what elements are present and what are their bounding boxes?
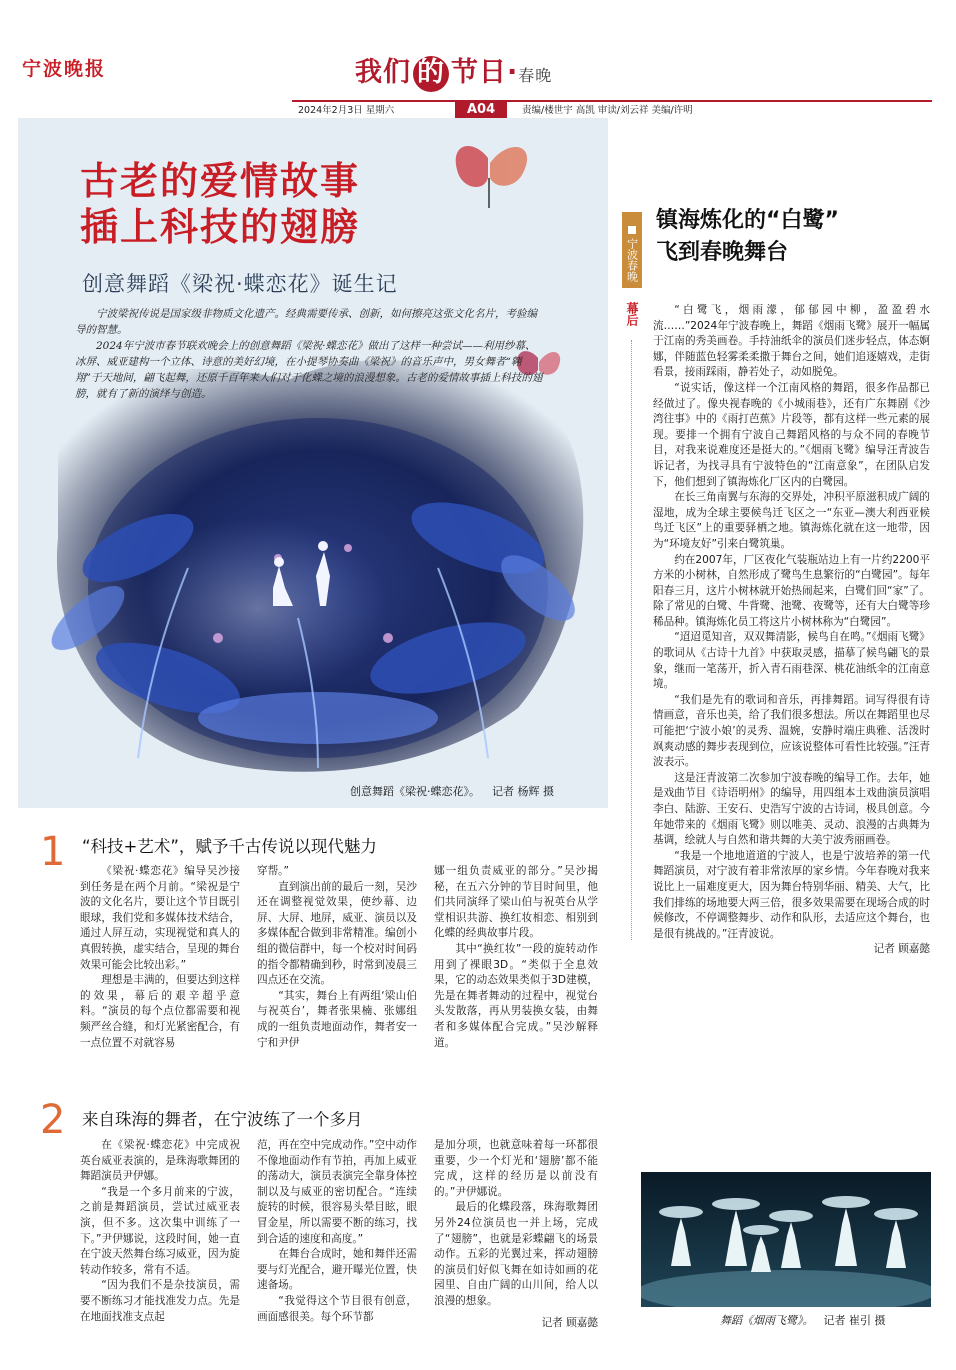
paragraph: 约在2007年，厂区夜化气装瓶站边上有一片约2200平方米的小树林，自然形成了鹭鸟生息繁衍的“白鹭园”。每年阳春三月，这片小树林就开始热闹起来，白鹭们回“家”了。除了常见的白鹭、牛背鹭、池鹭、夜鹭等，还有大白鹭等珍稀品种。镇海炼化员工将这片小树林称为“白鹭园”。 [653,553,930,628]
paragraph: “其实，舞台上有两组‘梁山伯与祝英台’，舞者张果楠、张娜组成的一组负责地面动作，舞者安一宁和尹伊 [257,989,417,1049]
article-tag-sub-label: 幕后 [625,302,639,326]
paragraph: “因为我们不是杂技演员，需要不断练习才能找准发力点。先是在地面找准支点起 [80,1279,240,1323]
paragraph: “我是一个地地道道的宁波人，也是宁波培养的第一代舞蹈演员，对宁波有着非常浓厚的家乡情。今年春晚对我来说比上一届难度更大，因为舞台特别华丽、精美、大气，比我们排练的场地要大两三倍，很多效果需要在现场合成的时候修改，不停调整舞步、动作和队形，去适应这个舞台，也是很有挑战的。”汪青波说。 [653,849,930,940]
paragraph: 娜一组负责威亚的部分。”吴沙揭秘，在五六分钟的节目时间里，他们共同演绎了梁山伯与祝英台从学堂相识共游、换红妆相恋、相别到化蝶的经典故事片段。 [434,865,598,940]
article-tag-label: 宁波春晚 [625,238,639,282]
section-2-byline: 记者 顾嘉懿 [541,1316,598,1329]
section-title-de: 的 [413,56,449,92]
photo-caption [720,1312,886,1328]
feature-subhead: 创意舞蹈《梁祝·蝶恋花》诞生记 [82,272,398,296]
paragraph: 在舞台合成时，她和舞伴还需要与灯光配合，避开曝光位置，快速备场。 [257,1248,417,1292]
paragraph: “我觉得这个节目很有创意，画面感很美。每个环节都 [257,1294,417,1323]
section-2-column-1 [80,1138,240,1325]
article-2-byline: 记者 顾嘉懿 [873,943,930,956]
section-2-number: 2 [40,1097,66,1143]
section-title [355,50,552,92]
section-title-dot: · [507,57,519,88]
headline-line-1: 古老的爱情故事 [80,159,361,203]
paragraph: “说实话，像这样一个江南风格的舞蹈，很多作品都已经做过了。像央视春晚的《小城雨巷》，还有广东舞剧《沙湾往事》中的《雨打芭蕉》片段等，都有这样一些元素的展现。要排一个拥有宁波自己舞蹈风格的与众不同的春晚节目，对我来说难度还是挺大的。”《烟雨飞鹭》编导汪青波告诉记者，为找寻具有宁波特色的“江南意象”，在团队启发下，他们想到了镇海炼化厂区内的白鹭园。 [653,381,930,488]
feature-intro [75,306,543,402]
paragraph: 直到演出前的最后一刻，吴沙还在调整视觉效果，使纱幕、边屏、大屏、地屏，威亚、演员以及多媒体配合做到非常精准。编创小组的微信群中，每一个校对时间码的指令都精确到秒，时常到凌晨三四点还在交流。 [257,880,417,987]
dance-photo [641,1172,931,1307]
paragraph: 《梁祝·蝶恋花》编导吴沙接到任务是在两个月前。“梁祝是宁波的文化名片，要让这个节目既引眼球，我们党和多媒体技术结合，通过人屏互动，实现视觉和真人的真假转换，虚实结合，呈现的舞台效果可能会比较出彩。” [80,865,240,971]
paragraph: “迢迢觅知音，双双舞清影，候鸟自在鸣。”《烟雨飞鹭》的歌词从《古诗十九首》中获取灵感，描摹了候鸟翩飞的景象，继而一笔荡开，折入青石雨巷深、桃花油纸伞的江南意境。 [653,631,930,691]
section-title-pre: 我们 [355,57,411,88]
paragraph: 穿帮。” [257,865,289,877]
section-1-number: 1 [40,829,66,875]
page-number: A04 [455,101,507,119]
article-2-title-line-1: 镇海炼化的“白鹭” [656,208,839,233]
section-1-title: “科技+艺术”，赋予千古传说以现代魅力 [82,837,377,856]
feature-headline [80,158,360,250]
section-1-column-1 [80,864,240,1051]
paragraph: 这是汪青波第二次参加宁波春晚的编导工作。去年，她是戏曲节目《诗语明州》的编导，用四组本土戏曲演员演唱李白、陆游、王安石、史浩写宁波的古诗词，极具创意。今年她带来的《烟雨飞鹭》则以唯美、灵动、浪漫的古典舞为基调，绘就人与自然和谐共舞的大美宁波秀丽画卷。 [653,771,930,847]
tag-square-icon [628,226,636,234]
paragraph: 是加分项，也就意味着每一环都很重要，少一个灯光和‘翅膀’都不能完成，这样的经历是以前没有的。”尹伊娜说。 [434,1139,598,1198]
section-2-column-3 [434,1138,598,1331]
section-2-column-2 [257,1138,417,1325]
paragraph: 理想是丰满的，但要达到这样的效果，幕后的艰辛超乎意料。“演员的每个点位都需要和视频严丝合缝，和灯光紧密配合，有一点位置不对就容易 [80,974,240,1049]
article-2-body [653,303,930,958]
article-2-title [656,205,839,269]
feature-caption-text: 创意舞蹈《梁祝·蝶恋花》。 [350,785,480,798]
article-2-title-line-2: 飞到春晚舞台 [656,240,789,265]
paragraph: 其中“换红妆”一段的旋转动作用到了裸眼3D。“类似于全息效果，它的动态效果类似于3D建模，先是在舞者舞动的过程中，视觉台头发散落，再从男装换女装，由舞者和多媒体配合完成。”吴沙解释道。 [434,942,598,1049]
photo-caption-credit: 记者 崔引 摄 [823,1314,886,1327]
column-divider [631,340,632,940]
paragraph: 最后的化蝶段落，珠海歌舞团另外24位演员也一并上场，完成了“翅膀”，也就是彩蝶翩飞的场景动作。五彩的光翼过来，挥动翅膀的演员们好似飞舞在如诗如画的花园里、自由广阔的山川间，给人以浪漫的想象。 [434,1201,598,1307]
photo-caption-text: 舞蹈《烟雨飞鹭》。 [720,1314,814,1327]
paragraph: 范，再在空中完成动作。”空中动作不像地面动作有节拍，再加上威亚的荡动大，演员表演完全靠身体控制以及与威亚的密切配合。“连续旋转的时候，很容易头晕目眩，眼冒金星，所以需要不断的练习，找到合适的速度和高度。” [257,1139,417,1245]
feature-caption-credit: 记者 杨辉 摄 [492,785,554,798]
section-2-title: 来自珠海的舞者，在宁波练了一个多月 [82,1110,363,1129]
section-1-column-2 [257,864,417,1051]
paragraph: 在《梁祝·蝶恋花》中完成祝英台威亚表演的，是珠海歌舞团的舞蹈演员尹伊娜。 [80,1139,240,1183]
editor-credits: 责编/楼世宇 高凯 审读/刘云祥 美编/许明 [522,105,693,116]
issue-date: 2024年2月3日 星期六 [298,105,395,116]
section-title-sub: 春晚 [518,66,553,85]
newspaper-logo: 宁波晚报 [22,58,107,80]
paragraph: “我是一个多月前来的宁波，之前是舞蹈演员，尝试过威亚表演，但不多。这次集中训练了一下。”尹伊娜说，这段时间，她一直在宁波天然舞台练习威亚，因为旋转动作较多，常有不适。 [80,1185,240,1276]
paragraph: “我们是先有的歌词和音乐，再排舞蹈。词写得很有诗情画意，音乐也美，给了我们很多想法。所以在舞蹈里也尽可能把‘宁波小娘’的灵秀、温婉，安静时端庄典雅、活泼时飒爽动感的舞步表现到位，应该说整体可看性比较强。”汪青波表示。 [653,693,930,769]
headline-line-2: 插上科技的翅膀 [80,205,361,249]
article-tag [622,212,642,288]
intro-paragraph: 宁波梁祝传说是国家级非物质文化遗产。经典需要传承、创新，如何擦亮这张文化名片，考验编导的智慧。 [75,308,537,336]
article-tag-sub [621,302,643,326]
paragraph: “白鹭飞，烟雨濛，郁郁园中柳，盈盈碧水流……”2024年宁波春晚上，舞蹈《烟雨飞鹭》展开一幅属于江南的秀美画卷。手持油纸伞的演员们迷步轻点，体态婀娜，伴随蓝色轻雾柔柔撒于舞台之间，她们追逐嬉戏，走街看景，接雨踩雨，静若处子，动如脱兔。 [653,304,930,379]
intro-paragraph: 2024年宁波市春节联欢晚会上的创意舞蹈《梁祝·蝶恋花》做出了这样一种尝试——利用纱幕、冰屏、威亚建构一个立体、诗意的美好幻境，在小提琴协奏曲《梁祝》的音乐声中，男女舞者“翱翔”于天地间，翩飞起舞，还原千百年来人们对于化蝶之境的浪漫想象。古老的爱情故事插上科技的翅膀，就有了新的演绎与创造。 [75,340,543,400]
feature-caption [350,783,554,799]
section-1-column-3 [434,864,598,1051]
section-title-post: 节日 [451,57,507,88]
umbrella-dance-illustration [641,1172,931,1307]
paragraph: 在长三角南翼与东海的交界处，冲积平原滋积成广阔的湿地，成为全球主要候鸟迁飞区之一“东亚—澳大利西亚候鸟迁飞区”上的重要驿栖之地。镇海炼化就在这一地带，因为“环境友好”引来白鹭筑巢。 [653,491,930,550]
